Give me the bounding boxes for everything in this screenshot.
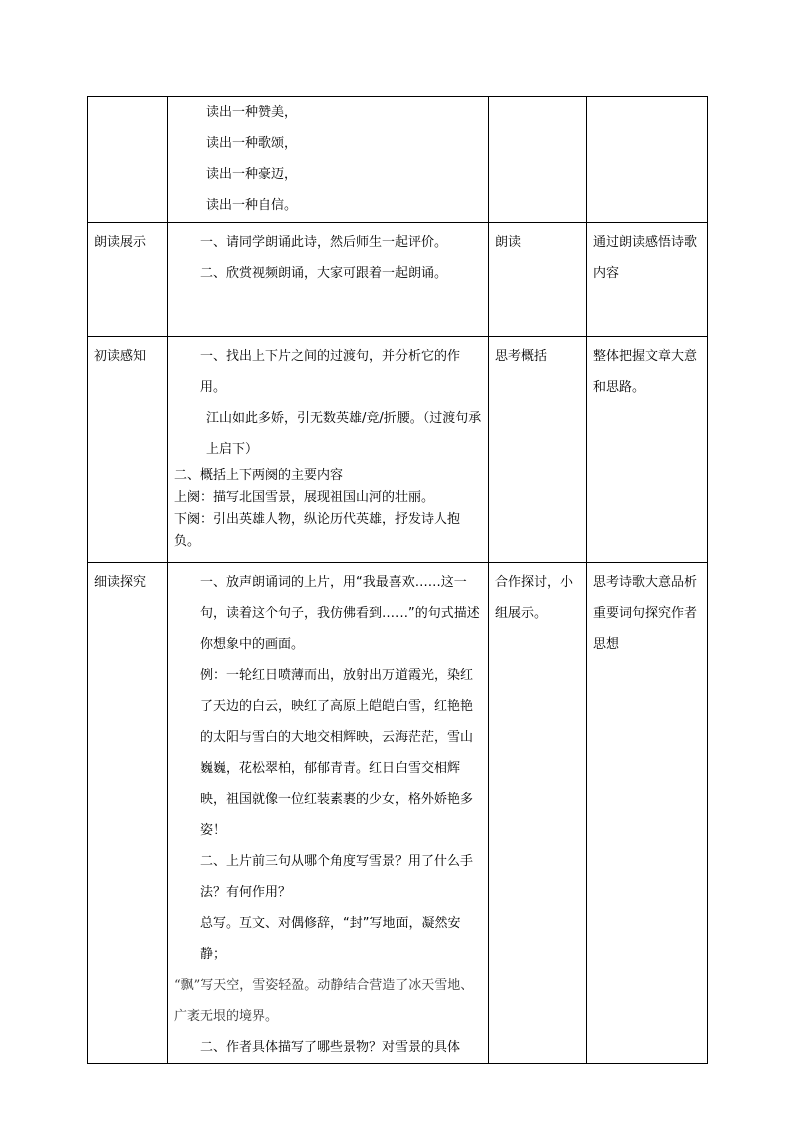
stage-cell	[88, 223, 168, 337]
content-line: 一、找出上下片之间的过渡句，并分析它的作用。	[200, 349, 461, 395]
activity-label: 思考概括	[495, 349, 548, 364]
content-line: 下阕：引出英雄人物，纵论历代英雄，抒发诗人抱负。	[174, 512, 461, 549]
content-cell	[168, 563, 489, 1064]
content-line: 读出一种歌颂，	[206, 136, 298, 151]
content-line: “飘”写天空，雪姿轻盈。动静结合营造了冰天雪地、广袤无垠的境界。	[174, 978, 474, 1024]
table-row	[88, 337, 708, 563]
stage-cell	[88, 563, 168, 1064]
activity-cell	[489, 337, 587, 563]
purpose-cell	[587, 337, 708, 563]
content-line: 江山如此多娇，引无数英雄/竞/折腰。（过渡句承上启下）	[206, 411, 482, 457]
content-line: 读出一种赞美，	[206, 105, 298, 120]
content-line: 读出一种自信。	[206, 198, 298, 213]
stage-label: 朗读展示	[94, 235, 147, 250]
content-line: 二、上片前三句从哪个角度写雪景？用了什么手法？有何作用？	[200, 854, 474, 900]
content-line: 总写。互文、对偶修辞，“封”写地面，凝然安静；	[200, 916, 461, 962]
purpose-cell	[587, 223, 708, 337]
content-cell	[168, 223, 489, 337]
content-cell	[168, 97, 489, 223]
purpose-cell	[587, 97, 708, 223]
lesson-plan-table	[87, 96, 708, 1064]
content-line: 读出一种豪迈，	[206, 167, 298, 182]
activity-cell	[489, 563, 587, 1064]
stage-cell	[88, 337, 168, 563]
stage-cell	[88, 97, 168, 223]
content-line: 二、作者具体描写了哪些景物？对雪景的具体	[200, 1040, 461, 1055]
purpose-cell	[587, 563, 708, 1064]
content-line: 一、请同学朗诵此诗，然后师生一起评价。	[200, 235, 448, 250]
table-row	[88, 223, 708, 337]
content-line: 上阕：描写北国雪景，展现祖国山河的壮丽。	[174, 490, 435, 505]
stage-label: 细读探究	[94, 575, 147, 590]
content-line: 一、放声朗诵词的上片，用“我最喜欢……这一句，读着这个句子，我仿佛看到……”的句式描述你想象中的画面。	[200, 575, 480, 652]
table-row	[88, 97, 708, 223]
stage-label: 初读感知	[94, 349, 147, 364]
activity-cell	[489, 223, 587, 337]
content-line: 二、欣赏视频朗诵，大家可跟着一起朗诵。	[200, 266, 448, 281]
purpose-label: 整体把握文章大意和思路。	[593, 349, 698, 395]
content-line: 例：一轮红日喷薄而出，放射出万道霞光，染红了天边的白云，映红了高原上皑皑白雪，红艳艳的太阳与雪白的大地交相辉映，云海茫茫，雪山巍巍，花松翠柏，郁郁青青。红日白雪交相辉映，祖国就像一位红装素裹的少女，格外娇艳多姿！	[200, 668, 474, 838]
activity-label: 朗读	[495, 235, 522, 250]
activity-label: 合作探讨，小组展示。	[495, 575, 574, 621]
content-cell	[168, 337, 489, 563]
purpose-label: 思考诗歌大意品析重要词句探究作者思想	[593, 575, 698, 652]
activity-cell	[489, 97, 587, 223]
content-line: 二、概括上下两阕的主要内容	[174, 468, 344, 483]
table-row	[88, 563, 708, 1064]
purpose-label: 通过朗读感悟诗歌内容	[593, 235, 698, 281]
